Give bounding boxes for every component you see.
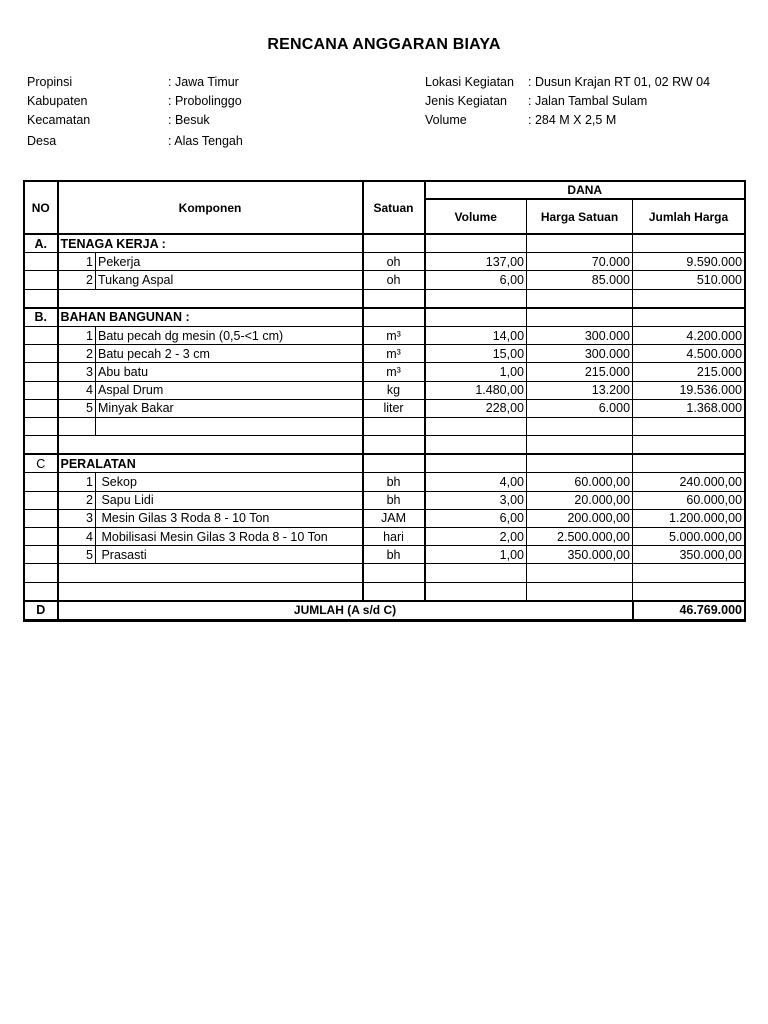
row-harga: 6.000	[527, 399, 633, 417]
row-volume: 1.480,00	[425, 381, 527, 399]
table-row	[25, 509, 745, 527]
row-jumlah: 4.200.000	[633, 326, 745, 344]
row-komponen: Tukang Aspal	[96, 271, 363, 289]
row-satuan: bh	[363, 473, 425, 491]
row-no: 4	[58, 381, 96, 399]
section-c-row	[25, 454, 745, 473]
row-no: 2	[58, 345, 96, 363]
info-row-kabupaten	[27, 91, 243, 110]
row-satuan: hari	[363, 528, 425, 546]
row-satuan: bh	[363, 546, 425, 564]
info-label: Kabupaten	[27, 94, 88, 108]
row-komponen: Mesin Gilas 3 Roda 8 - 10 Ton	[96, 509, 363, 527]
section-title: TENAGA KERJA :	[58, 234, 363, 253]
info-value: : Jawa Timur	[168, 75, 239, 89]
row-no: 3	[58, 363, 96, 381]
table-row	[25, 271, 745, 289]
info-row-desa	[27, 131, 243, 150]
section-a-row	[25, 234, 745, 253]
row-satuan: kg	[363, 381, 425, 399]
row-jumlah: 19.536.000	[633, 381, 745, 399]
info-row-kecamatan	[27, 110, 243, 129]
row-jumlah: 1.368.000	[633, 399, 745, 417]
row-komponen: Sapu Lidi	[96, 491, 363, 509]
info-value: : Alas Tengah	[168, 134, 243, 148]
header-dana: DANA	[425, 182, 745, 200]
section-b-row	[25, 308, 745, 327]
row-komponen: Sekop	[96, 473, 363, 491]
row-satuan: oh	[363, 271, 425, 289]
row-harga: 20.000,00	[527, 491, 633, 509]
row-harga: 2.500.000,00	[527, 528, 633, 546]
blank-row	[25, 436, 745, 455]
info-label: Propinsi	[27, 75, 73, 89]
blank-row	[25, 564, 745, 582]
row-no: 2	[58, 271, 96, 289]
info-row-propinsi	[27, 72, 243, 91]
row-harga: 13.200	[527, 381, 633, 399]
table-row	[25, 528, 745, 546]
total-value: 46.769.000	[633, 601, 745, 620]
row-komponen: Batu pecah 2 - 3 cm	[96, 345, 363, 363]
section-code: A.	[25, 234, 58, 253]
row-jumlah: 240.000,00	[633, 473, 745, 491]
info-right-block	[425, 72, 710, 129]
info-label: Volume	[425, 113, 467, 127]
row-satuan: m³	[363, 345, 425, 363]
page-title: RENCANA ANGGARAN BIAYA	[267, 36, 501, 53]
info-left-block	[27, 72, 243, 150]
row-jumlah: 5.000.000,00	[633, 528, 745, 546]
blank-row	[25, 417, 745, 435]
table-row	[25, 345, 745, 363]
row-jumlah: 60.000,00	[633, 491, 745, 509]
row-volume: 228,00	[425, 399, 527, 417]
row-komponen: Abu batu	[96, 363, 363, 381]
info-label: Desa	[27, 134, 57, 148]
info-row-jenis	[425, 91, 710, 110]
row-jumlah: 510.000	[633, 271, 745, 289]
row-no: 1	[58, 253, 96, 271]
section-code: C	[25, 454, 58, 473]
table-row	[25, 473, 745, 491]
table-row	[25, 253, 745, 271]
info-value: : 284 M X 2,5 M	[528, 113, 617, 127]
table-row	[25, 399, 745, 417]
row-jumlah: 9.590.000	[633, 253, 745, 271]
row-no: 4	[58, 528, 96, 546]
row-jumlah: 350.000,00	[633, 546, 745, 564]
row-no: 3	[58, 509, 96, 527]
row-volume: 2,00	[425, 528, 527, 546]
info-value: : Dusun Krajan RT 01, 02 RW 04	[528, 75, 711, 89]
header-satuan: Satuan	[363, 182, 425, 235]
table-row	[25, 363, 745, 381]
table-row	[25, 326, 745, 344]
table-row	[25, 491, 745, 509]
blank-row	[25, 582, 745, 601]
row-harga: 215.000	[527, 363, 633, 381]
row-no: 2	[58, 491, 96, 509]
info-label: Lokasi Kegiatan	[425, 75, 514, 89]
info-value: : Jalan Tambal Sulam	[528, 94, 648, 108]
row-komponen: Aspal Drum	[96, 381, 363, 399]
row-jumlah: 1.200.000,00	[633, 509, 745, 527]
row-volume: 3,00	[425, 491, 527, 509]
row-komponen: Batu pecah dg mesin (0,5-<1 cm)	[96, 326, 363, 344]
row-volume: 1,00	[425, 363, 527, 381]
row-satuan: liter	[363, 399, 425, 417]
row-komponen: Prasasti	[96, 546, 363, 564]
budget-table	[24, 181, 745, 621]
row-satuan: oh	[363, 253, 425, 271]
info-row-lokasi	[425, 72, 710, 91]
row-harga: 200.000,00	[527, 509, 633, 527]
row-harga: 350.000,00	[527, 546, 633, 564]
total-row	[25, 601, 745, 620]
row-satuan: m³	[363, 363, 425, 381]
total-label: JUMLAH (A s/d C)	[58, 601, 633, 620]
info-row-volume	[425, 110, 710, 129]
table-row	[25, 546, 745, 564]
info-label: Jenis Kegiatan	[425, 94, 508, 108]
section-title: BAHAN BANGUNAN :	[58, 308, 363, 327]
row-harga: 60.000,00	[527, 473, 633, 491]
row-volume: 137,00	[425, 253, 527, 271]
row-no: 1	[58, 326, 96, 344]
row-volume: 14,00	[425, 326, 527, 344]
blank-row	[25, 289, 745, 308]
section-code: B.	[25, 308, 58, 327]
info-value: : Besuk	[168, 113, 210, 127]
row-jumlah: 215.000	[633, 363, 745, 381]
info-label: Kecamatan	[27, 113, 91, 127]
row-no: 5	[58, 546, 96, 564]
row-jumlah: 4.500.000	[633, 345, 745, 363]
row-volume: 15,00	[425, 345, 527, 363]
header-jumlah-harga: Jumlah Harga	[633, 199, 745, 234]
row-satuan: JAM	[363, 509, 425, 527]
header-komponen: Komponen	[58, 182, 363, 235]
row-komponen: Mobilisasi Mesin Gilas 3 Roda 8 - 10 Ton	[96, 528, 363, 546]
row-harga: 300.000	[527, 345, 633, 363]
row-harga: 85.000	[527, 271, 633, 289]
header-no: NO	[25, 182, 58, 235]
section-title: PERALATAN	[58, 454, 363, 473]
header-harga-satuan: Harga Satuan	[527, 199, 633, 234]
total-code: D	[25, 601, 58, 620]
row-harga: 300.000	[527, 326, 633, 344]
row-volume: 1,00	[425, 546, 527, 564]
row-harga: 70.000	[527, 253, 633, 271]
row-komponen: Minyak Bakar	[96, 399, 363, 417]
header-volume: Volume	[425, 199, 527, 234]
table-row	[25, 381, 745, 399]
row-volume: 6,00	[425, 271, 527, 289]
info-value: : Probolinggo	[168, 94, 242, 108]
row-no: 5	[58, 399, 96, 417]
row-satuan: m³	[363, 326, 425, 344]
row-volume: 4,00	[425, 473, 527, 491]
row-satuan: bh	[363, 491, 425, 509]
row-no: 1	[58, 473, 96, 491]
row-volume: 6,00	[425, 509, 527, 527]
row-komponen: Pekerja	[96, 253, 363, 271]
